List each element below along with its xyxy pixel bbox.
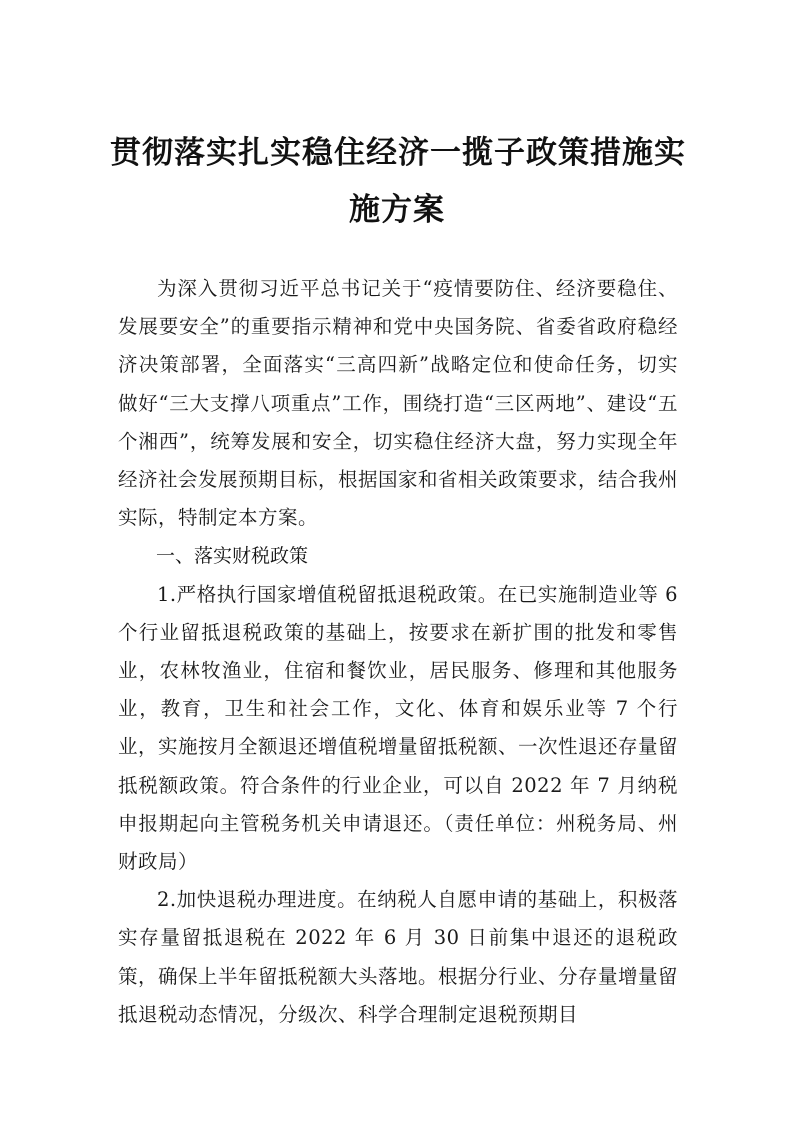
section-heading: 一、落实财税政策 [156, 545, 309, 568]
policy-item-2: 2.加快退税办理进度。在纳税人自愿申请的基础上，积极落实存量留抵退税在 2022 年 6 月 30 日前集中退还的退税政策，确保上半年留抵税额大头落地。根据分行业、分存量增量留抵退税动态情况，分级次、科学合理制定退税预期目 [118, 888, 679, 1026]
document-title-line-2: 施方案 [349, 192, 445, 228]
document-title-line-1: 贯彻落实扎实稳住经济一揽子政策措施实 [110, 135, 686, 171]
intro-paragraph: 为深入贯彻习近平总书记关于“疫情要防住、经济要稳住、发展要安全”的重要指示精神和党中央国务院、省委省政府稳经济决策部署，全面落实“三高四新”战略定位和使命任务，切实做好“三大支撑八项重点”工作，围绕打造“三区两地”、建设“五个湘西”，统筹发展和安全，切实稳住经济大盘，努力实现全年经济社会发展预期目标，根据国家和省相关政策要求，结合我州实际，特制定本方案。 [118, 277, 679, 530]
document-body [118, 270, 678, 1034]
policy-item-1: 1.严格执行国家增值税留抵退税政策。在已实施制造业等 6 个行业留抵退税政策的基础上，按要求在新扩围的批发和零售业，农林牧渔业，住宿和餐饮业，居民服务、修理和其他服务业，教育，卫生和社会工作，文化、体育和娱乐业等 7 个行业，实施按月全额退还增值税增量留抵税额、一次性退还存量留抵税额政策。符合条件的行业企业，可以自 2022 年 7 月纳税申报期起向主管税务机关申请退还。（责任单位：州税务局、州财政局） [118, 582, 679, 874]
